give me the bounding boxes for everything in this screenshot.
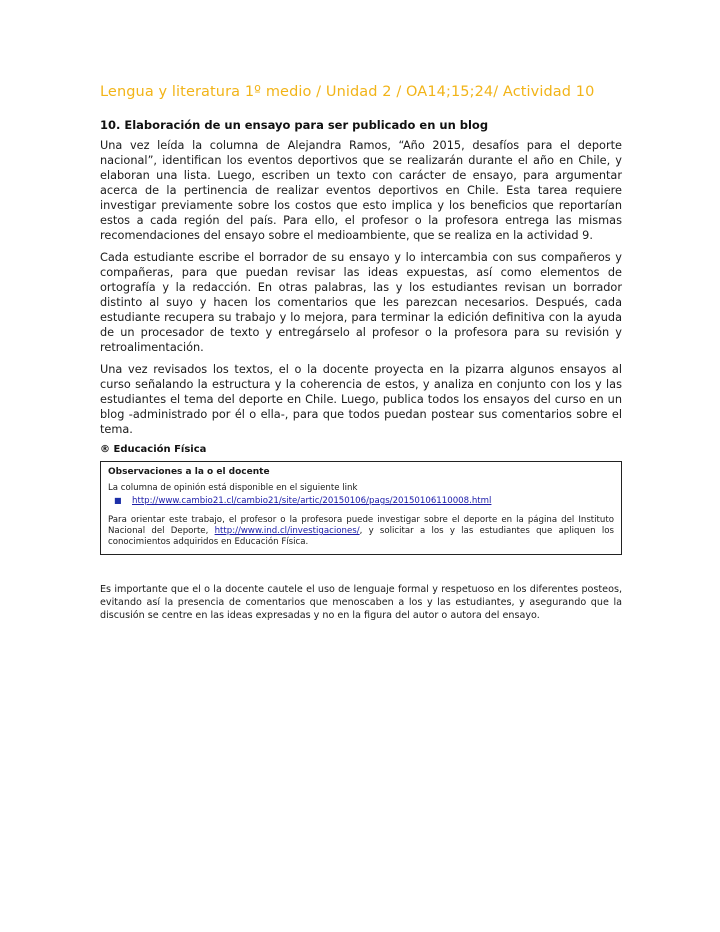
observations-title: Observaciones a la o el docente <box>108 467 270 477</box>
orientation-text-after: , y solicitar a los y las estudiantes que apliquen los conocimientos adquiridos en Educación Física. <box>108 526 614 547</box>
activity-paragraph-3: Una vez revisados los textos, el o la docente proyecta en la pizarra algunos ensayos al curso señalando la estructura y la coherencia de estos, y analiza en conjunto con los y las estudiantes el tema del deporte en Chile. Luego, publica todos los ensayos del curso en un blog -administrado por él o ella-, para que todos puedan postear sus comentarios sobre el tema. <box>100 363 622 436</box>
square-bullet-icon: ■ <box>114 496 122 505</box>
observations-intro: La columna de opinión está disponible en el siguiente link <box>108 483 358 493</box>
activity-heading: 10. Elaboración de un ensayo para ser publicado en un blog <box>100 118 489 132</box>
ind-link[interactable]: http://www.ind.cl/investigaciones/ <box>214 526 360 536</box>
document-page <box>100 84 622 622</box>
teacher-observations-box <box>100 461 622 555</box>
activity-paragraph-2: Cada estudiante escribe el borrador de su ensayo y lo intercambia con sus compañeros y compañeras, para que puedan revisar las ideas expuestas, así como elementos de ortografía y la redacción. En otras palabras, las y los estudiantes revisan un borrador distinto al suyo y hacen los comentarios que les parezcan necesarios. Después, cada estudiante recupera su trabajo y lo mejora, para terminar la edición definitiva con la ayuda de un procesador de texto y entregárselo al profesor o la profesora para su revisión y retroalimentación. <box>100 251 622 354</box>
page-title: Lengua y literatura 1º medio / Unidad 2 / OA14;15;24/ Actividad 10 <box>100 84 595 100</box>
activity-paragraph-1: Una vez leída la columna de Alejandra Ramos, “Año 2015, desafíos para el deporte nacional”, identifican los eventos deportivos que se realizarán durante el año en Chile, y elaboran una lista. Luego, escriben un texto con carácter de ensayo, para argumentar acerca de la pertinencia de realizar eventos deportivos en Chile. Esta tarea requiere investigar previamente sobre los costos que esto implica y los beneficios que reportarían estos a cada región del país. Para ello, el profesor o la profesora entrega las mismas recomendaciones del ensayo sobre el medioambiente, que se realiza en la actividad 9. <box>100 139 622 242</box>
subject-crossref: ® Educación Física <box>100 444 207 455</box>
observations-link-row <box>114 495 614 507</box>
column-link[interactable]: http://www.cambio21.cl/cambio21/site/artic/20150106/pags/20150106110008.html <box>132 496 492 506</box>
observations-orientation <box>108 515 614 548</box>
orientation-text-before: Para orientar este trabajo, el profesor o la profesora puede investigar sobre el deporte en la página del Instituto Nacional del Deporte, <box>108 515 614 536</box>
closing-paragraph: Es importante que el o la docente cautele el uso de lenguaje formal y respetuoso en los diferentes posteos, evitando así la presencia de comentarios que menoscaben a los y las estudiantes, y asegurando que la discusión se centre en las ideas expresadas y no en la figura del autor o autora del ensayo. <box>100 584 622 621</box>
